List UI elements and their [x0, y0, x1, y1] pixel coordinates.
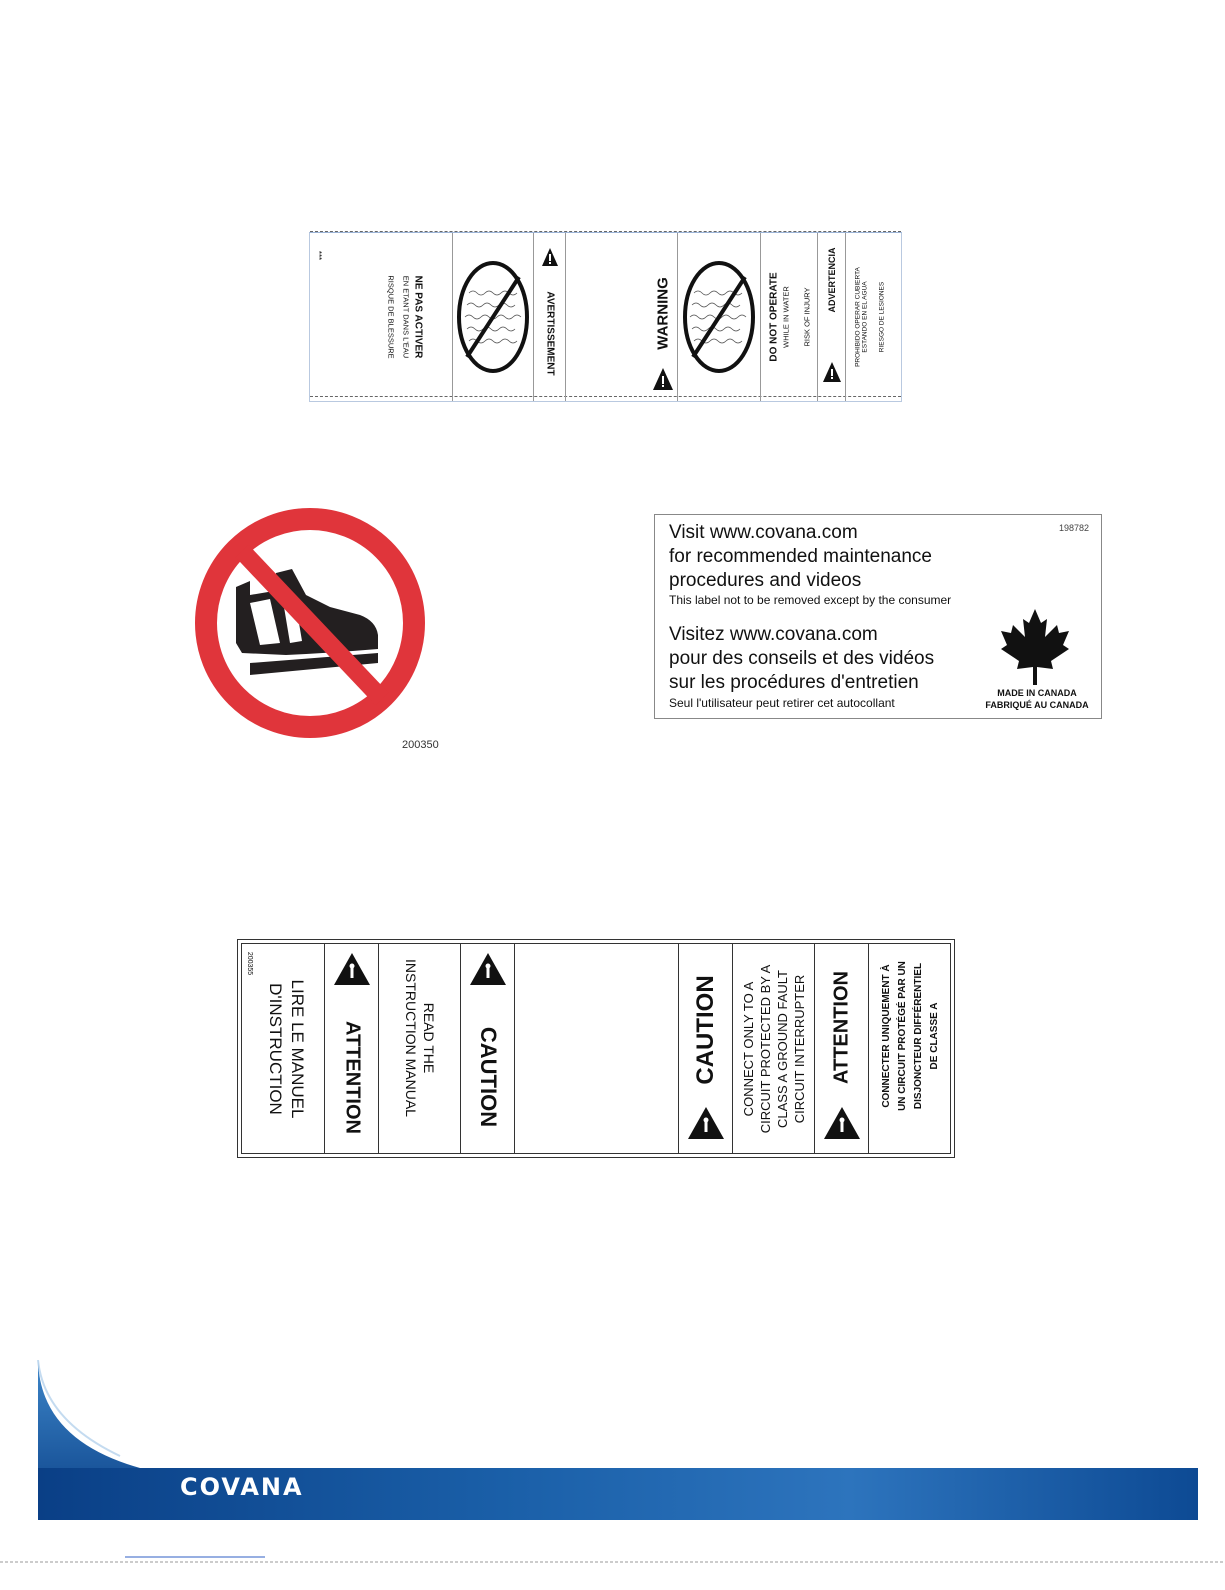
info-label	[654, 514, 1102, 719]
en-caution-text: CAUTION	[476, 1026, 501, 1128]
info-fr-line3: sur les procédures d'entretien	[669, 672, 919, 693]
en-gfci-line4: CIRCUIT INTERRUPTER	[792, 974, 807, 1123]
footer-band	[0, 1360, 1225, 1585]
fr-line2: EN ETANT DANS L'EAU	[401, 275, 411, 359]
info-en-line2: for recommended maintenance	[669, 546, 932, 567]
es-text-cell	[845, 233, 902, 401]
fr-title: NE PAS ACTIVER	[412, 275, 424, 359]
no-step-shoe-icon	[190, 503, 430, 743]
info-en-note: This label not to be removed except by the consumer	[669, 593, 952, 607]
caution-triangle-icon	[469, 952, 507, 986]
fr-attention-text-2: ATTENTION	[830, 971, 853, 1084]
fr-gfci-line1: CONNECTER UNIQUEMENT À	[881, 964, 892, 1108]
fr-gfci-line3: DISJONCTEUR DIFFÉRENTIEL	[913, 962, 924, 1110]
fr-text-cell	[310, 233, 452, 401]
warning-triangle-icon-en	[652, 367, 674, 391]
fr-attention-text: ATTENTION	[341, 1021, 364, 1134]
en-gfci-line1: CONNECT ONLY TO A	[741, 981, 756, 1116]
es-warning-text: ADVERTENCIA	[827, 247, 837, 313]
no-water-cell-fr	[452, 233, 534, 401]
en-gfci-line2: CIRCUIT PROTECTED BY A	[758, 964, 773, 1133]
info-en-line3: procedures and videos	[669, 570, 862, 591]
fr-gfci-cell	[868, 944, 953, 1153]
es-line1: PROHIBIDO OPERAR CUBIERTA	[854, 267, 862, 367]
fr-manual-line1: LIRE LE MANUEL	[288, 979, 307, 1118]
fr-gfci-line4: DE CLASSE A	[929, 1002, 940, 1070]
fr-manual-line2: D'INSTRUCTION	[266, 982, 285, 1115]
caution-triangle-icon	[823, 1106, 861, 1140]
fr-gfci-line2: UN CIRCUIT PROTÉGÉ PAR UN	[897, 961, 908, 1111]
en-gfci-line3: CLASS A GROUND FAULT	[775, 969, 790, 1128]
info-fr-line2: pour des conseils et des vidéos	[669, 648, 935, 669]
fr-attention-cell-2	[814, 944, 869, 1153]
warning-triangle-icon-es	[822, 361, 842, 383]
es-line2: ESTANDO EN EL AGUA	[861, 281, 869, 353]
en-gfci-cell	[732, 944, 815, 1153]
no-water-icon	[678, 233, 761, 401]
info-en-line1: Visit www.covana.com	[669, 522, 858, 543]
water-warning-label	[309, 232, 902, 402]
fr-manual-cell	[242, 944, 324, 1153]
warning-triangle-icon	[541, 247, 559, 267]
fabrique-au-canada: FABRIQUÉ AU CANADA	[985, 700, 1089, 710]
en-line3: RISK OF INJURY	[802, 287, 811, 347]
no-water-cell-en	[677, 233, 761, 401]
es-line3: RIESGO DE LESIONES	[878, 281, 886, 353]
info-fr-line1: Visitez www.covana.com	[669, 624, 878, 645]
caution-triangle-icon	[687, 1106, 725, 1140]
en-caution-cell-2	[678, 944, 733, 1153]
fr-warning-text: AVERTISSEMENT	[544, 291, 556, 376]
en-caution-cell	[460, 944, 515, 1153]
en-manual-cell	[378, 944, 461, 1153]
info-fr-note: Seul l'utilisateur peut retirer cet autocollant	[669, 696, 895, 710]
info-label-code: 198782	[1058, 523, 1089, 533]
blank-cell	[514, 944, 679, 1153]
caution-triangle-icon	[333, 952, 371, 986]
no-step-sign	[190, 503, 439, 751]
made-in-canada: MADE IN CANADA	[997, 688, 1077, 698]
no-water-icon	[453, 233, 534, 401]
caution-label-code: 200355	[246, 951, 254, 976]
en-manual-line2: INSTRUCTION MANUAL	[403, 959, 419, 1117]
en-line2: WHILE IN WATER	[781, 286, 790, 348]
en-caution-text-2: CAUTION	[692, 975, 719, 1085]
footer-brand-logo: COVANA	[180, 1473, 304, 1501]
en-text-cell	[760, 233, 818, 401]
corner-mark: ***	[314, 250, 324, 261]
fr-attention-cell	[324, 944, 379, 1153]
en-manual-line1: READ THE	[421, 1002, 437, 1074]
en-title: DO NOT OPERATE	[768, 272, 779, 362]
es-warning-cell	[817, 233, 846, 401]
no-step-code: 200350	[402, 739, 439, 751]
dashed-edge-top	[310, 231, 901, 232]
caution-label	[237, 939, 955, 1158]
fr-warning-cell	[533, 233, 566, 401]
maple-leaf-icon	[999, 607, 1071, 685]
fr-line3: RISQUE DE BLESSURE	[386, 275, 396, 359]
blank-cell	[565, 233, 678, 401]
en-warning-text: WARNING	[654, 277, 672, 350]
